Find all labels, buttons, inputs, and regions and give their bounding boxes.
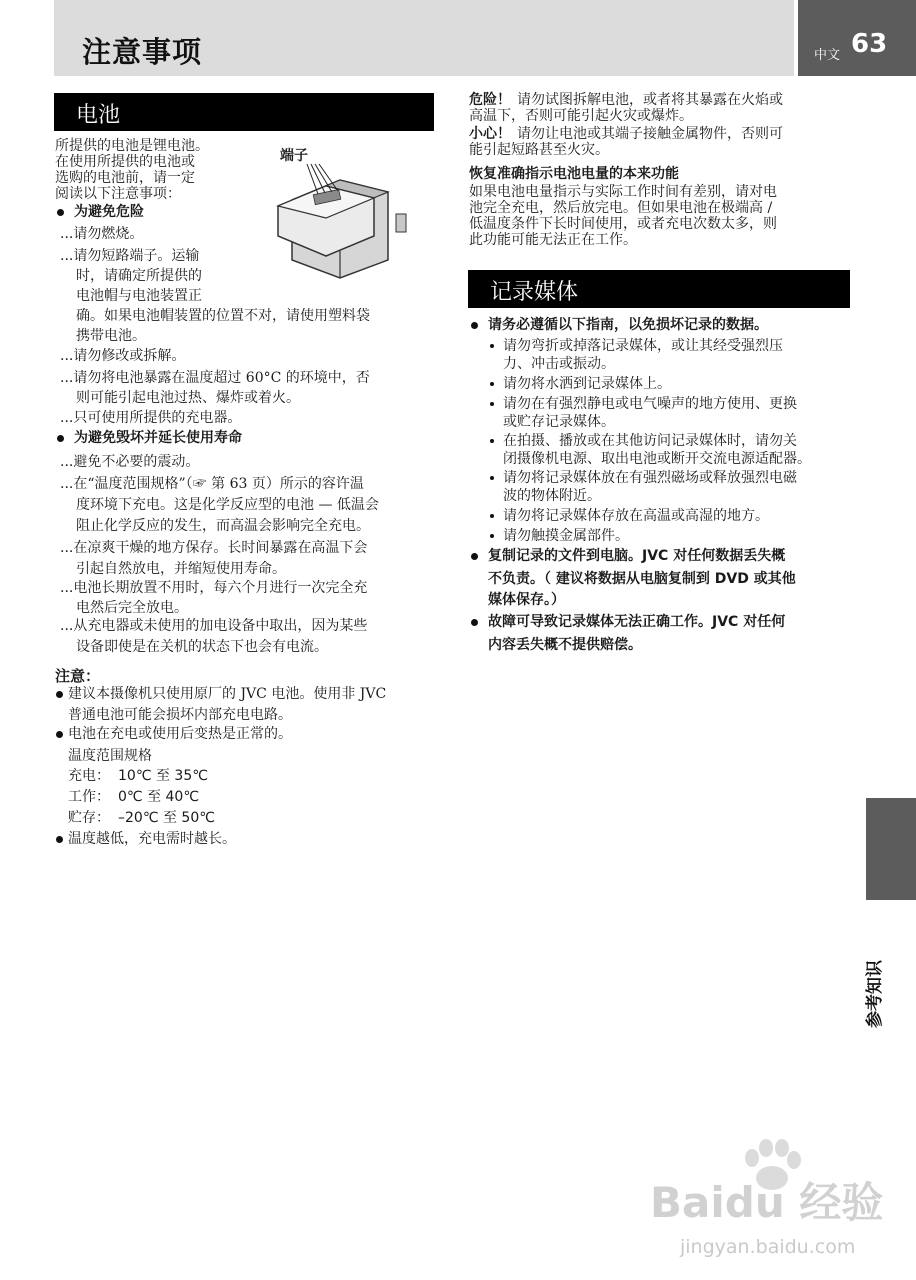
battery-life-2b: 度环境下充电。这是化学反应型的电池 — 低温会 <box>76 497 379 513</box>
battery-life-2a: ...在“温度范围规格”（☞ 第 63 页）所示的容许温 <box>60 476 364 492</box>
bullet <box>56 691 63 698</box>
media-fault-1: 故障可导致记录媒体无法正确工作。JVC 对任何 <box>488 614 786 630</box>
bullet <box>471 322 478 329</box>
temp-value-operation: 0℃ 至 40℃ <box>118 789 200 805</box>
media-copy-3: 媒体保存。） <box>488 592 565 608</box>
page-number: 63 <box>851 29 888 59</box>
temp-label-operation: 工作： <box>68 789 110 805</box>
restore-text-4: 此功能可能无法正在工作。 <box>469 232 637 248</box>
battery-life-3b: 引起自然放电，并缩短使用寿命。 <box>76 561 286 577</box>
note-2: 电池在充电或使用后变热是正常的。 <box>68 726 292 742</box>
battery-danger-2c: 电池帽与电池装置正 <box>76 288 202 304</box>
bullet <box>490 439 494 443</box>
caution-label: 小心！ <box>469 126 511 142</box>
media-item-7: 请勿触摸金属部件。 <box>503 528 629 544</box>
battery-life-2c: 阻止化学反应的发生，而高温会影响完全充电。 <box>76 518 370 534</box>
danger-text-2: 高温下，否则可能引起火灾或爆炸。 <box>469 108 693 124</box>
page-title: 注意事项 <box>82 35 203 69</box>
caution-text-2: 能引起短路甚至火灾。 <box>469 142 609 158</box>
watermark-url: jingyan.baidu.com <box>680 1236 856 1258</box>
media-copy-1: 复制记录的文件到电脑。JVC 对任何数据丢失概 <box>488 548 786 564</box>
media-item-3a: 请勿在有强烈静电或电气噪声的地方使用、更换 <box>503 396 797 412</box>
media-item-1b: 力、冲击或振动。 <box>503 356 615 372</box>
side-tab-label: 参考知识 <box>865 960 885 1028</box>
media-item-5b: 波的物体附近。 <box>503 488 601 504</box>
bullet <box>490 514 494 518</box>
danger-text-1: 请勿试图拆解电池，或者将其暴露在火焰或 <box>517 92 783 108</box>
restore-subheading: 恢复准确指示电池电量的本来功能 <box>469 166 679 182</box>
bullet <box>490 402 494 406</box>
note-1a: 建议本摄像机只使用原厂的 JVC 电池。使用非 JVC <box>68 686 387 702</box>
temperature-range-title: 温度范围规格 <box>68 748 152 764</box>
bullet <box>490 382 494 386</box>
battery-danger-2e: 携带电池。 <box>76 328 146 344</box>
temp-label-charge: 充电： <box>68 768 110 784</box>
bullet <box>471 553 478 560</box>
note-1b: 普通电池可能会损坏内部充电电路。 <box>68 707 292 723</box>
battery-illustration <box>270 140 430 280</box>
bullet <box>57 435 64 442</box>
battery-life-4a: ...电池长期放置不用时，每六个月进行一次完全充 <box>60 580 368 596</box>
media-item-2: 请勿将水洒到记录媒体上。 <box>503 376 671 392</box>
restore-text-1: 如果电池电量指示与实际工作时间有差别，请对电 <box>469 184 777 200</box>
battery-danger-2d: 确。如果电池帽装置的位置不对，请使用塑料袋 <box>76 308 370 324</box>
battery-life-1: ...避免不必要的震动。 <box>60 454 200 470</box>
bullet <box>57 209 64 216</box>
battery-life-3a: ...在凉爽干燥的地方保存。长时间暴露在高温下会 <box>60 540 368 556</box>
bullet <box>490 534 494 538</box>
media-item-4a: 在拍摄、播放或在其他访问记录媒体时，请勿关 <box>503 433 797 449</box>
battery-life-5b: 设备即使是在关机的状态下也会有电流。 <box>76 639 328 655</box>
battery-danger-3: ...请勿修改或拆解。 <box>60 348 186 364</box>
bullet <box>56 731 63 738</box>
side-tab <box>866 798 916 900</box>
battery-danger-4b: 则可能引起电池过热、爆炸或着火。 <box>76 390 300 406</box>
media-fault-2: 内容丢失概不提供赔偿。 <box>488 637 642 653</box>
battery-danger-2a: ...请勿短路端子。运输 <box>60 248 200 264</box>
temp-label-storage: 贮存： <box>68 810 110 826</box>
life-subheading: 为避免毁坏并延长使用寿命 <box>74 430 242 446</box>
battery-intro-4: 阅读以下注意事项： <box>55 186 181 202</box>
section-heading-battery: 电池 <box>54 93 434 131</box>
watermark-brand: Baidu 经验 <box>650 1178 884 1227</box>
caution-text-1: 请勿让电池或其端子接触金属物件，否则可 <box>517 126 783 142</box>
note-3: 温度越低，充电需时越长。 <box>68 831 236 847</box>
bullet <box>471 619 478 626</box>
media-item-3b: 或贮存记录媒体。 <box>503 414 615 430</box>
temp-value-storage: –20℃ 至 50℃ <box>118 810 215 826</box>
battery-intro-1: 所提供的电池是锂电池。 <box>55 138 209 154</box>
media-item-4b: 闭摄像机电源、取出电池或断开交流电源适配器。 <box>503 451 811 467</box>
danger-label: 危险！ <box>469 92 511 108</box>
restore-text-3: 低温度条件下长时间使用，或者充电次数太多，则 <box>469 216 777 232</box>
battery-danger-1: ...请勿燃烧。 <box>60 226 144 242</box>
battery-life-4b: 电然后完全放电。 <box>76 600 188 616</box>
battery-danger-5: ...只可使用所提供的充电器。 <box>60 410 242 426</box>
bullet <box>490 476 494 480</box>
notes-heading: 注意： <box>55 667 101 685</box>
battery-intro-3: 选购的电池前，请一定 <box>55 170 195 186</box>
media-item-1a: 请勿弯折或掉落记录媒体，或让其经受强烈压 <box>503 338 783 354</box>
media-guideline-heading: 请务必遵循以下指南，以免损坏记录的数据。 <box>488 317 768 333</box>
battery-intro-2: 在使用所提供的电池或 <box>55 154 195 170</box>
media-item-6: 请勿将记录媒体存放在高温或高湿的地方。 <box>503 508 769 524</box>
section-heading-media: 记录媒体 <box>468 270 850 308</box>
language-label: 中文 <box>814 48 841 63</box>
media-item-5a: 请勿将记录媒体放在有强烈磁场或释放强烈电磁 <box>503 470 797 486</box>
restore-text-2: 池完全充电，然后放完电。但如果电池在极端高 / <box>469 200 773 216</box>
terminal-label: 端子 <box>280 148 308 164</box>
battery-danger-4a: ...请勿将电池暴露在温度超过 60°C 的环境中，否 <box>60 370 370 386</box>
battery-danger-2b: 时，请确定所提供的 <box>76 268 202 284</box>
battery-life-5a: ...从充电器或未使用的加电设备中取出，因为某些 <box>60 618 368 634</box>
danger-subheading: 为避免危险 <box>74 204 144 220</box>
temp-value-charge: 10℃ 至 35℃ <box>118 768 208 784</box>
bullet <box>490 344 494 348</box>
watermark <box>640 1138 910 1268</box>
media-copy-2: 不负责。（ 建议将数据从电脑复制到 DVD 或其他 <box>488 571 796 587</box>
bullet <box>56 836 63 843</box>
